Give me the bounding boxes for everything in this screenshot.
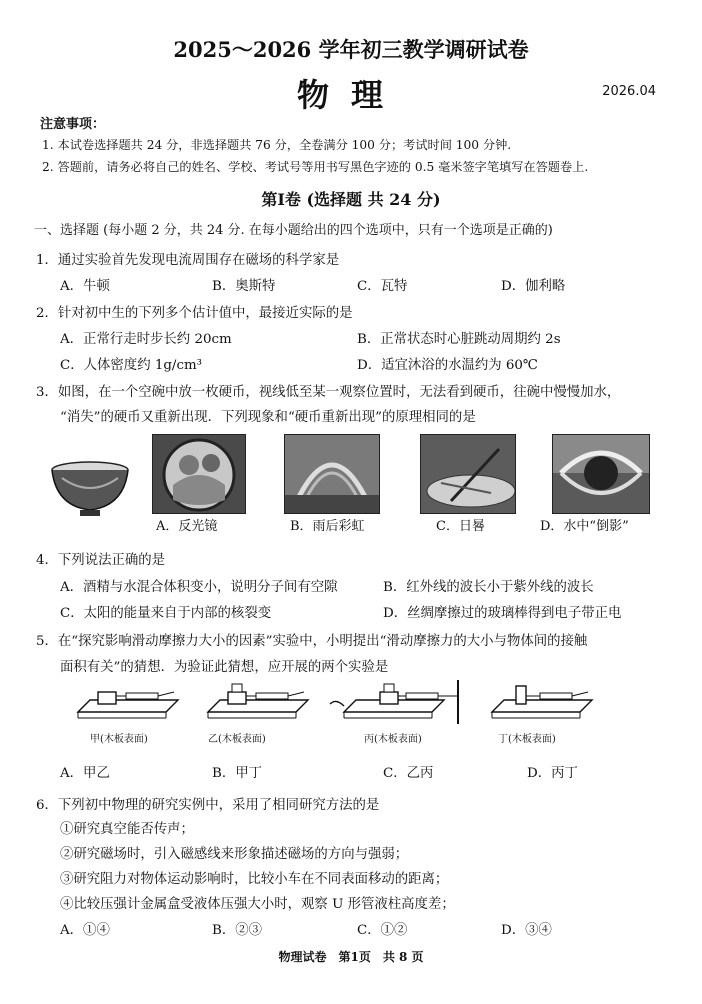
q4-option-a: A．酒精与水混合体积变小，说明分子间有空隙 xyxy=(60,580,338,595)
q6-option-a: A．①④ xyxy=(60,923,110,938)
q6-item-3: ③研究阻力对物体运动影响时，比较小车在不同表面移动的距离； xyxy=(60,872,449,887)
q5-option-b: B．甲丁 xyxy=(212,766,263,781)
page-footer: 物理试卷 第1页 共 8 页 xyxy=(278,950,424,964)
figure-label-bing: 丙(木板表面) xyxy=(364,734,422,745)
q1-option-a: A．牛顿 xyxy=(60,279,110,294)
figure-label-ding: 丁(木板表面) xyxy=(498,734,556,745)
part-intro: 一、选择题 (每小题 2 分，共 24 分. 在每小题给出的四个选项中，只有一个选项是正确的) xyxy=(34,223,553,238)
q1-option-c: C．瓦特 xyxy=(357,279,408,294)
exam-title: 2025～2026 学年初三教学调研试卷 xyxy=(173,37,529,62)
friction-figure-bing xyxy=(330,680,460,724)
figure-label-yi: 乙(木板表面) xyxy=(208,734,266,745)
question-2-stem: 2．针对初中生的下列多个估计值中，最接近实际的是 xyxy=(36,306,353,321)
q4-option-d: D．丝绸摩擦过的玻璃棒得到电子带正电 xyxy=(383,606,622,621)
exam-date: 2026.04 xyxy=(602,84,656,99)
question-5-stem: 5．在“探究影响滑动摩擦力大小的因素”实验中，小明提出“滑动摩擦力的大小与物体间的接触 xyxy=(36,634,588,649)
q4-option-b: B．红外线的波长小于紫外线的波长 xyxy=(383,580,594,595)
bridge-reflection-photo xyxy=(552,434,650,514)
q3-option-a: A．反光镜 xyxy=(156,519,218,534)
question-5-stem-2: 面积有关”的猜想．为验证此猜想，应开展的两个实验是 xyxy=(60,660,389,675)
q2-option-d: D．适宜沐浴的水温约为 60℃ xyxy=(357,358,538,373)
q6-item-4: ④比较压强计金属盒受液体压强大小时，观察 U 形管液柱高度差； xyxy=(60,897,455,912)
section-title: 第Ⅰ卷 (选择题 共 24 分) xyxy=(261,190,441,209)
bowl-figure xyxy=(48,460,132,520)
q2-option-b: B．正常状态时心脏跳动周期约 2s xyxy=(357,332,561,347)
subject-title: 物理 xyxy=(296,76,405,114)
q5-option-a: A．甲乙 xyxy=(60,766,110,781)
friction-figure-jia xyxy=(78,684,178,724)
q6-option-c: C．①② xyxy=(357,923,408,938)
q5-option-d: D．丙丁 xyxy=(527,766,578,781)
sundial-photo xyxy=(420,434,516,514)
q6-option-b: B．②③ xyxy=(212,923,263,938)
q6-item-2: ②研究磁场时，引入磁感线来形象描述磁场的方向与强弱； xyxy=(60,847,409,862)
question-3-stem: 3．如图，在一个空碗中放一枚硬币，视线低至某一观察位置时，无法看到硬币，往碗中慢慢加水， xyxy=(36,385,621,400)
question-4-stem: 4．下列说法正确的是 xyxy=(36,553,166,568)
q2-option-a: A．正常行走时步长约 20cm xyxy=(60,332,232,347)
rainbow-photo xyxy=(284,434,380,514)
question-3-stem-2: “消失”的硬币又重新出现．下列现象和“硬币重新出现”的原理相同的是 xyxy=(60,410,476,425)
q6-option-d: D．③④ xyxy=(501,923,552,938)
question-1-stem: 1．通过实验首先发现电流周围存在磁场的科学家是 xyxy=(36,253,340,268)
q6-item-1: ①研究真空能否传声； xyxy=(60,822,194,837)
notice-heading: 注意事项： xyxy=(40,117,106,132)
q5-option-c: C．乙丙 xyxy=(383,766,434,781)
notice-item-2: 2. 答题前，请务必将自己的姓名、学校、考试号等用书写黑色字迹的 0.5 毫米签字笔填写在答题卷上. xyxy=(42,160,589,174)
convex-mirror-photo xyxy=(152,434,246,514)
question-6-stem: 6．下列初中物理的研究实例中，采用了相同研究方法的是 xyxy=(36,798,380,813)
q1-option-b: B．奥斯特 xyxy=(212,279,276,294)
q4-option-c: C．太阳的能量来自于内部的核裂变 xyxy=(60,606,272,621)
q3-option-b: B．雨后彩虹 xyxy=(290,519,365,534)
q3-option-d: D．水中“倒影” xyxy=(540,519,629,534)
notice-item-1: 1. 本试卷选择题共 24 分，非选择题共 76 分，全卷满分 100 分；考试时间 100 分钟. xyxy=(42,138,512,152)
figure-label-jia: 甲(木板表面) xyxy=(90,734,148,745)
q3-option-c: C．日晷 xyxy=(436,519,485,534)
q2-option-c: C．人体密度约 1g/cm³ xyxy=(60,358,203,373)
friction-figure-ding xyxy=(492,684,592,724)
q1-option-d: D．伽利略 xyxy=(501,279,566,294)
friction-figure-yi xyxy=(208,680,308,724)
